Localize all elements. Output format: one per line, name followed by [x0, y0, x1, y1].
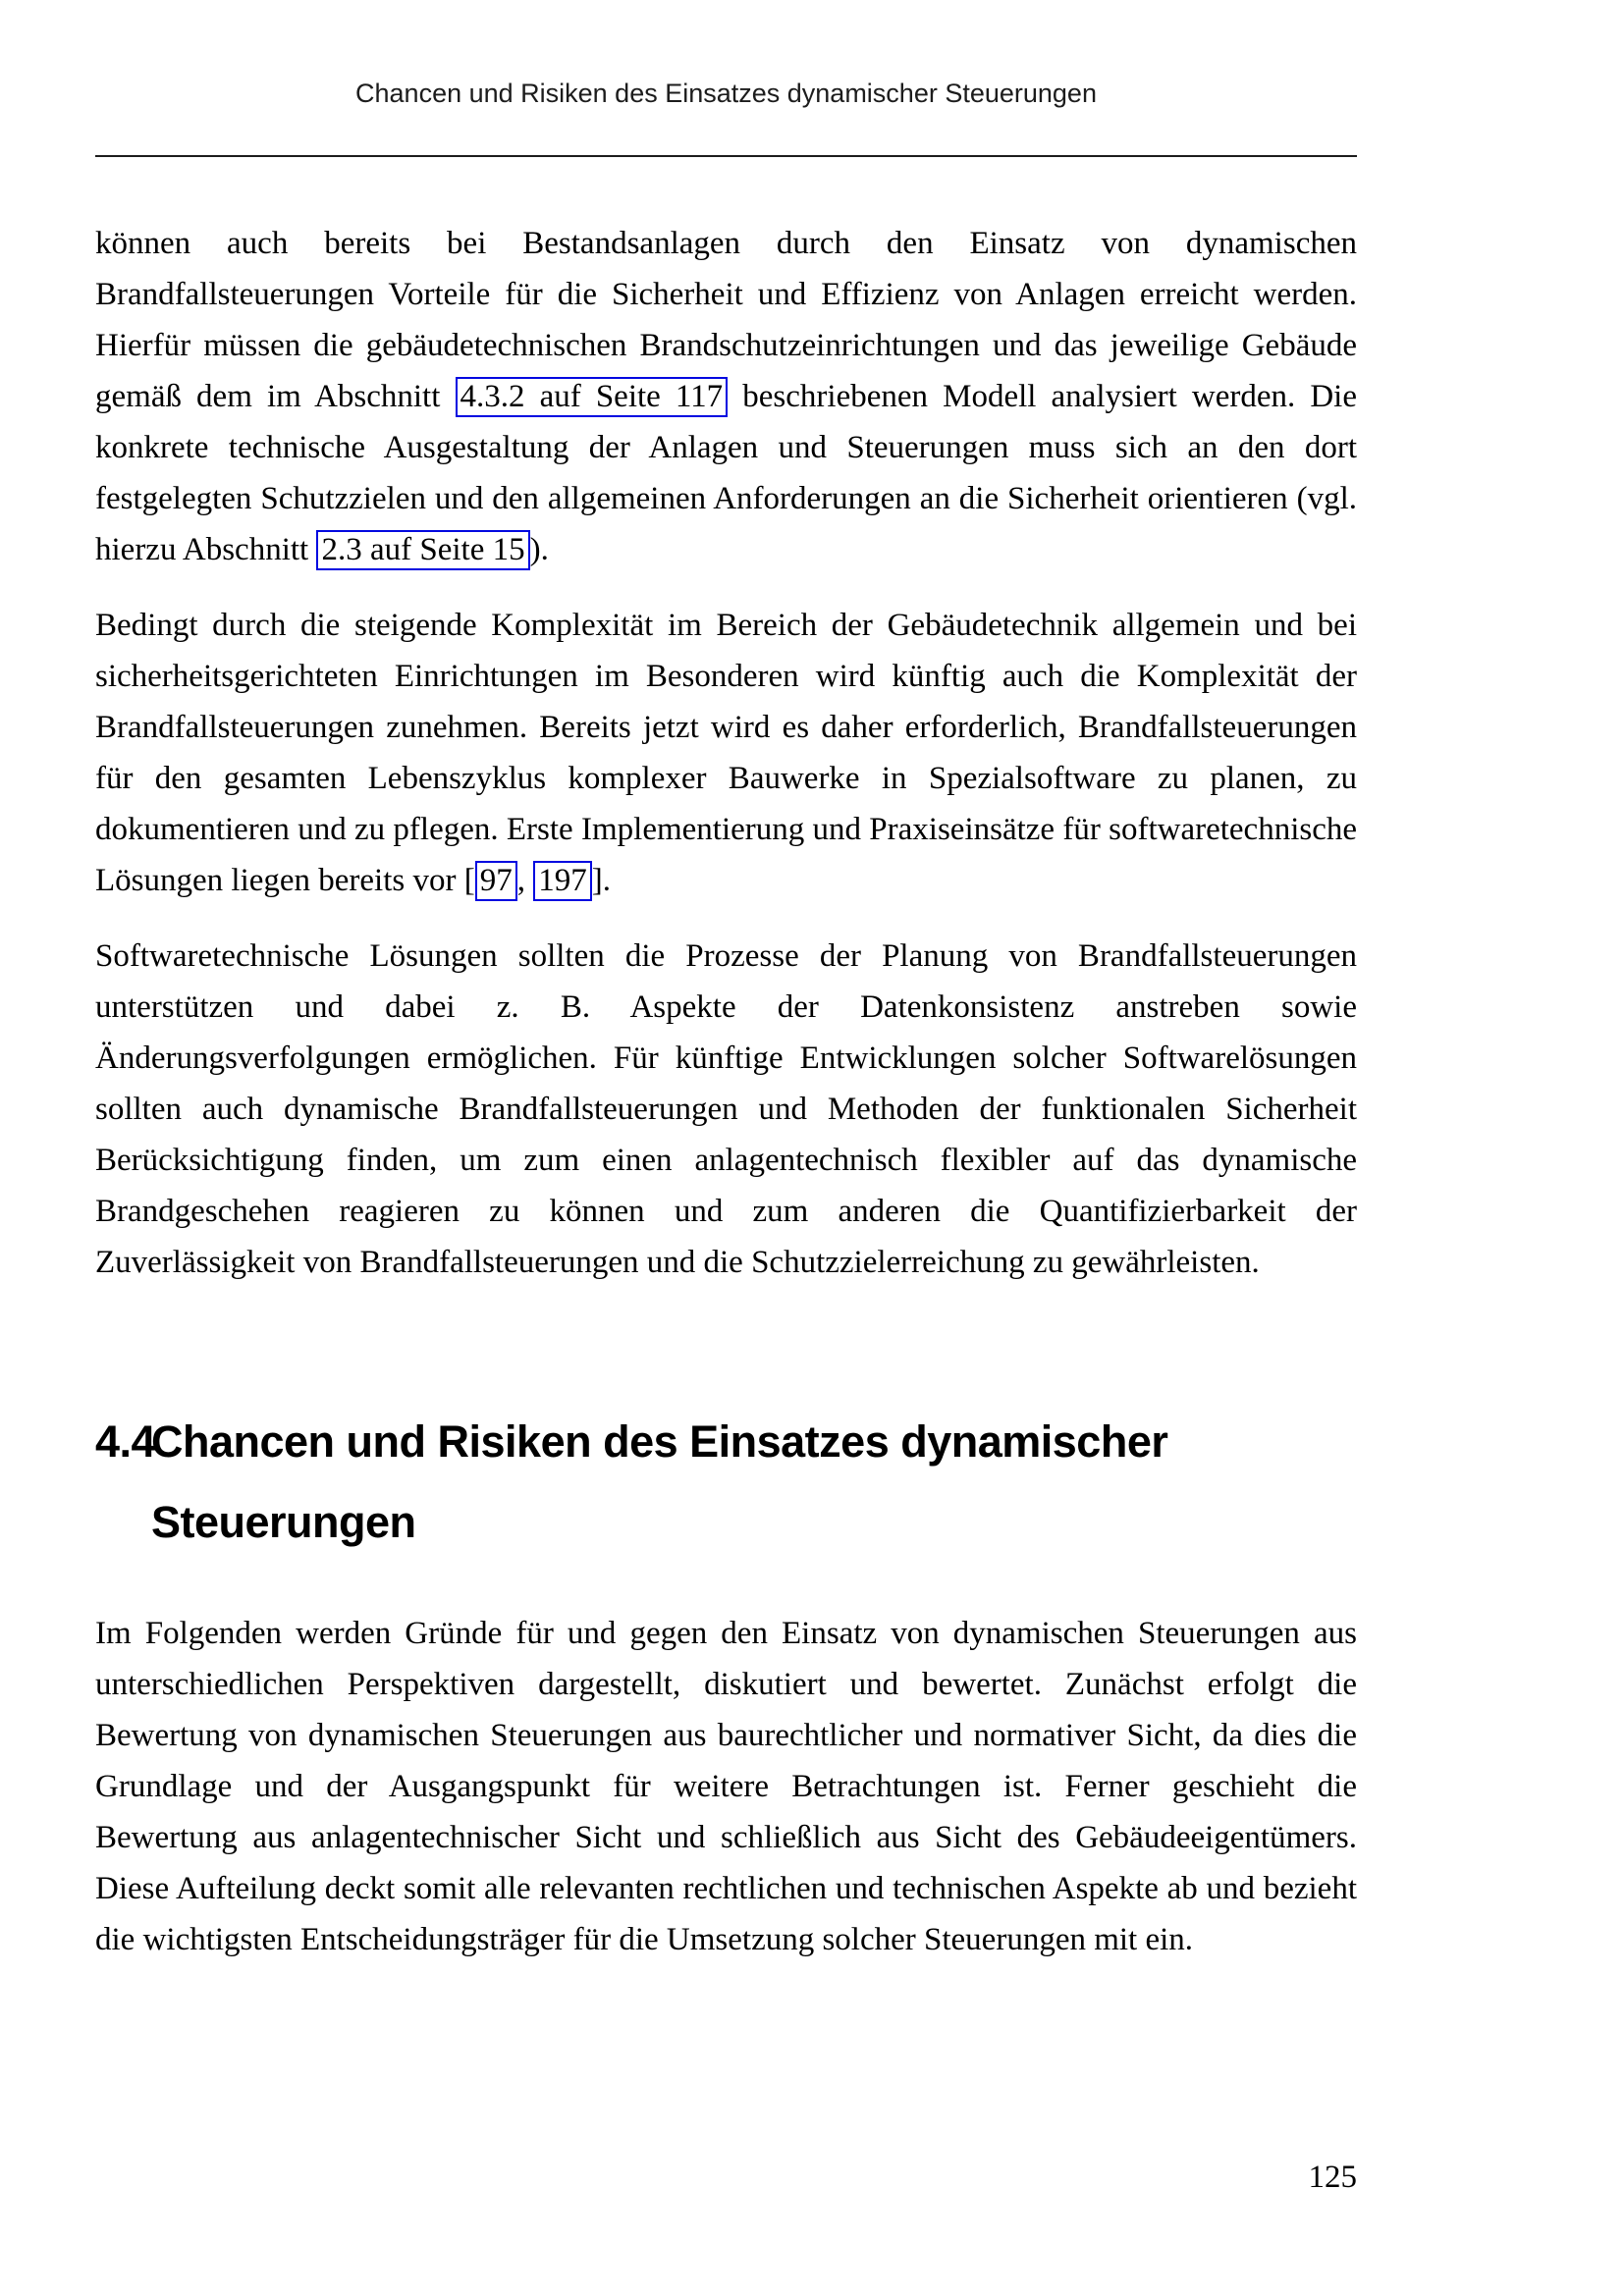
text-segment: ]. [591, 863, 611, 898]
section-link-4-3-2[interactable]: 4.3.2 auf Seite 117 [456, 377, 729, 417]
text-segment: können auch bereits bei Bestandsanlagen durch den Einsatz von dynamischen Brandfallsteuerungen Vorteile für die Sicherheit und Effizienz von Anlagen erreicht werden. Hierfür müssen die gebäudetechnischen Brandschutzeinrichtungen und das jeweilige Gebäude gemäß dem im Abschnitt [95, 226, 1357, 414]
paragraph [95, 218, 1357, 575]
text-segment: Softwaretechnische Lösungen sollten die Prozesse der Planung von Brandfallsteuerungen unterstützen und dabei z. B. Aspekte der Datenkonsistenz anstreben sowie Änderungsverfolgungen ermöglichen. Für künftige Entwicklungen solcher Softwarelösungen sollten auch dynamische Brandfallsteuerungen und Methoden der funktionalen Sicherheit Berücksichtigung finden, um zum einen anlagentechnisch flexibler auf das dynamische Brandgeschehen reagieren zu können und zum anderen die Quantifizierbarkeit der Zuverlässigkeit von Brandfallsteuerungen und die Schutzzielerreichung zu gewährleisten. [95, 938, 1357, 1280]
text-column [95, 218, 1357, 1990]
section-title: Chancen und Risiken des Einsatzes dynamischer Steuerungen [151, 1416, 1168, 1547]
text-segment: ). [529, 532, 549, 567]
citation-link-197[interactable]: 197 [533, 861, 592, 901]
header-rule [95, 155, 1357, 157]
text-segment: , [516, 863, 534, 898]
running-header: Chancen und Risiken des Einsatzes dynamischer Steuerungen [355, 79, 1097, 108]
text-segment: Im Folgenden werden Gründe für und gegen den Einsatz von dynamischen Steuerungen aus unterschiedlichen Perspektiven dargestellt, diskutiert und bewertet. Zunächst erfolgt die Bewertung von dynamischen Steuerungen aus baurechtlicher und normativer Sicht, da dies die Grundlage und der Ausgangspunkt für weitere Betrachtungen ist. Ferner geschieht die Bewertung aus anlagentechnischer Sicht und schließlich aus Sicht des Gebäudeeigentümers. Diese Aufteilung deckt somit alle relevanten rechtlichen und technischen Aspekte ab und bezieht die wichtigsten Entscheidungsträger für die Umsetzung solcher Steuerungen mit ein. [95, 1616, 1357, 1957]
paragraph [95, 600, 1357, 906]
section-link-2-3[interactable]: 2.3 auf Seite 15 [316, 530, 529, 570]
page-number: 125 [1308, 2160, 1357, 2195]
text-segment: Bedingt durch die steigende Komplexität im Bereich der Gebäudetechnik allgemein und bei sicherheitsgerichteten Einrichtungen im Besonderen wird künftig auch die Komplexität der Brandfallsteuerungen zunehmen. Bereits jetzt wird es daher erforderlich, Brandfallsteuerungen für den gesamten Lebenszyklus komplexer Bauwerke in Spezialsoftware zu planen, zu dokumentieren und zu pflegen. Erste Implementierung und Praxiseinsätze für softwaretechnische Lösungen liegen bereits vor [ [95, 608, 1357, 898]
paragraph [95, 931, 1357, 1288]
section-heading [95, 1402, 1290, 1563]
citation-link-97[interactable]: 97 [475, 861, 517, 901]
paragraph [95, 1608, 1357, 1965]
section-number: 4.4 [95, 1416, 156, 1467]
text-segment: beschriebenen Modell analysiert werden. Die konkrete technische Ausgestaltung der Anlagen und Steuerungen muss sich an den dort festgelegten Schutzzielen und den allgemeinen Anforderungen an die Sicherheit orientieren (vgl. hierzu Abschnitt [95, 379, 1358, 567]
